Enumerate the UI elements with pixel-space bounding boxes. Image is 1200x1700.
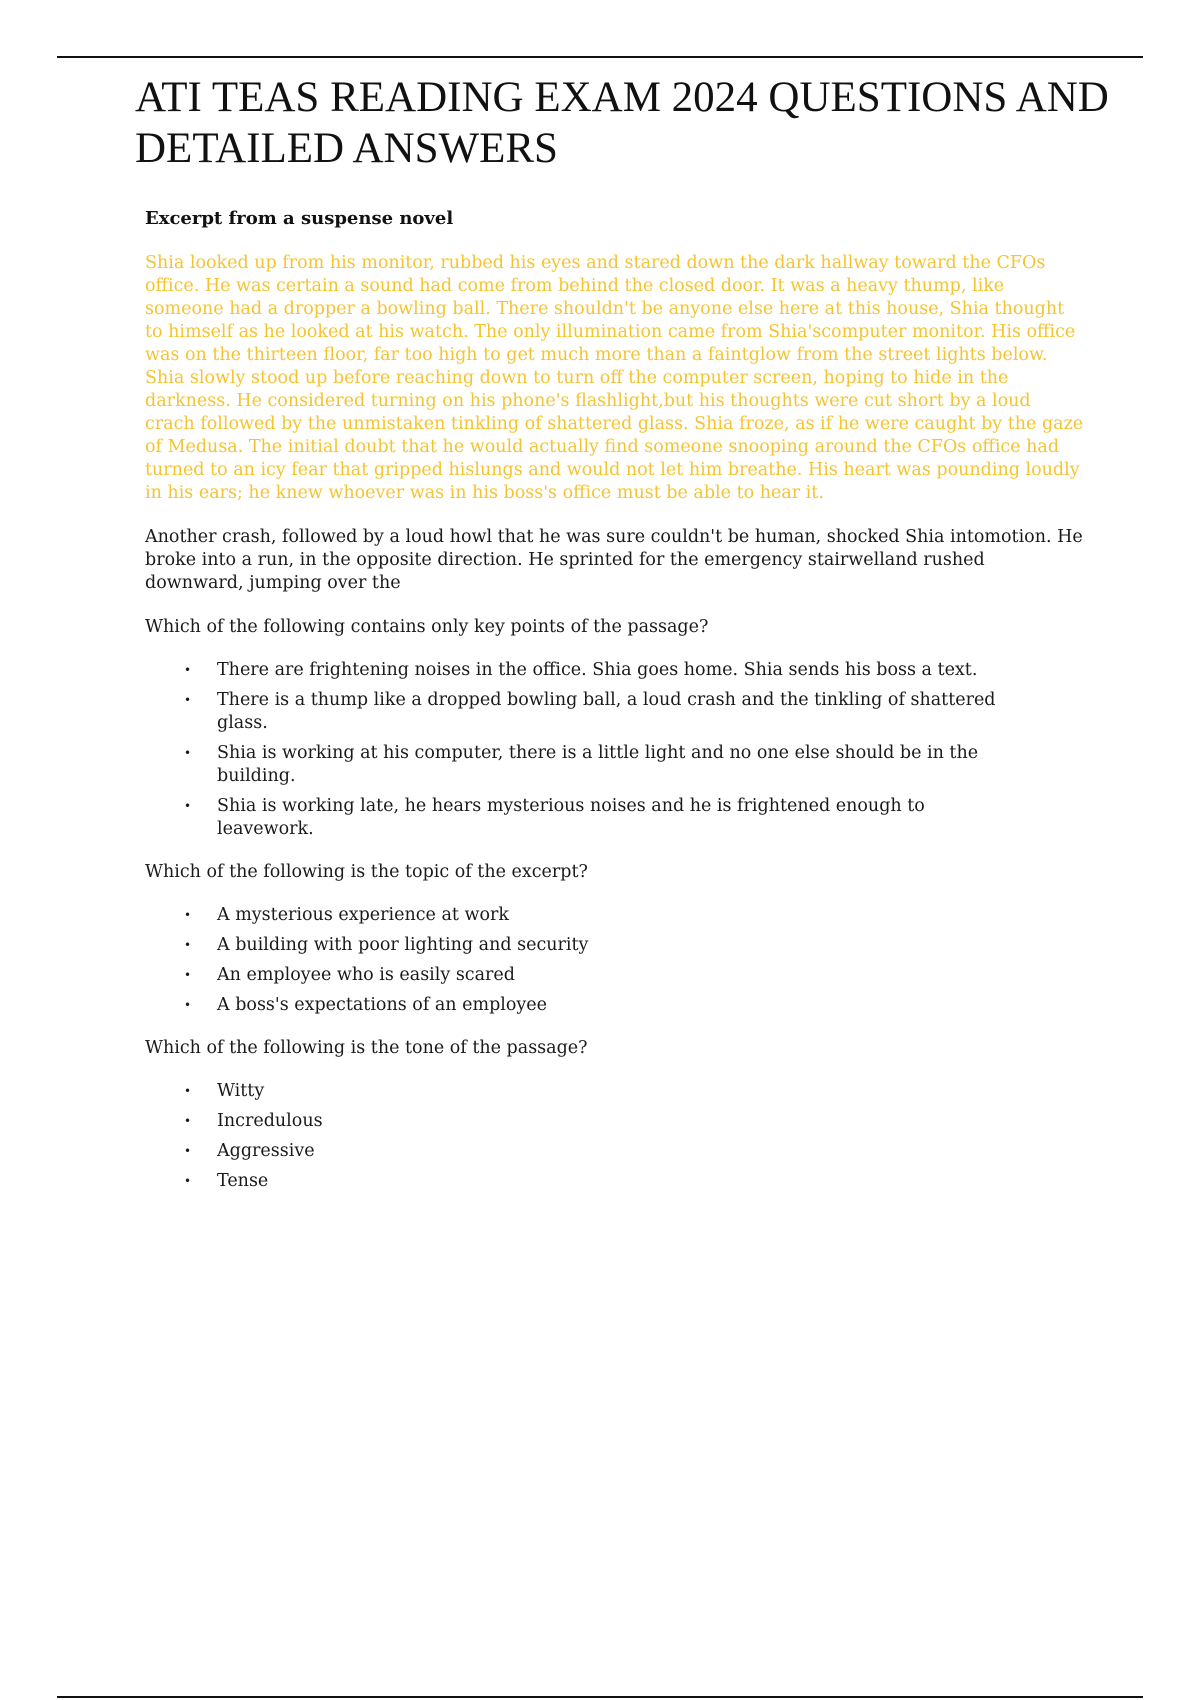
option-text: Shia is working at his computer, there is a little light and no one else should be in the building. xyxy=(217,743,979,786)
option-item xyxy=(184,1080,997,1103)
option-item xyxy=(184,1110,997,1133)
option-text: A mysterious experience at work xyxy=(217,905,509,925)
option-item xyxy=(184,1170,997,1193)
option-text: Aggressive xyxy=(217,1141,315,1161)
option-text: There are frightening noises in the office. Shia goes home. Shia sends his boss a text. xyxy=(217,660,978,680)
option-text: Witty xyxy=(217,1081,265,1101)
option-item xyxy=(184,659,997,682)
option-item xyxy=(184,689,997,735)
bullet-icon: • xyxy=(184,746,192,760)
bullet-icon: • xyxy=(184,998,192,1012)
bottom-rule xyxy=(57,1696,1143,1698)
bullet-icon: • xyxy=(184,938,192,952)
top-rule xyxy=(57,56,1143,58)
option-item xyxy=(184,964,997,987)
option-text: An employee who is easily scared xyxy=(217,965,515,985)
bullet-icon: • xyxy=(184,908,192,922)
option-text: A building with poor lighting and security xyxy=(217,935,589,955)
highlighted-passage: Shia looked up from his monitor, rubbed his eyes and stared down the dark hallway toward the CFOs office. He was certain a sound had come from behind the closed door. It was a heavy thump, like someone had a dropper a bowling ball. There shouldn't be anyone else here at this house, Shia thought to himself as he looked at his watch. The only illumination came from Shia'scomputer monitor. His office was on the thirteen floor, far too high to get much more than a faintglow from the street lights below. Shia slowly stood up before reaching down to turn off the computer screen, hoping to hide in the darkness. He considered turning on his phone's flashlight,but his thoughts were cut short by a loud crach followed by the unmistaken tinkling of shattered glass. Shia froze, as if he were caught by the gaze of Medusa. The initial doubt that he would actually find someone snooping around the CFOs office had turned to an icy fear that gripped hislungs and would not let him breathe. His heart was pounding loudly in his ears; he knew whoever was in his boss's office must be able to hear it. xyxy=(145,253,1084,503)
option-item xyxy=(184,1140,997,1163)
bullet-icon: • xyxy=(184,968,192,982)
option-text: Incredulous xyxy=(217,1111,323,1131)
document-title: ATI TEAS READING EXAM 2024 QUESTIONS AND DETAILED ANSWERS xyxy=(135,74,1109,172)
option-item xyxy=(184,795,997,841)
option-item xyxy=(184,742,997,788)
document-body xyxy=(145,204,1085,1213)
bullet-icon: • xyxy=(184,693,192,707)
options-topic xyxy=(145,904,997,1017)
option-item xyxy=(184,904,997,927)
bullet-icon: • xyxy=(184,1084,192,1098)
bullet-icon: • xyxy=(184,663,192,677)
bullet-icon: • xyxy=(184,1174,192,1188)
bullet-icon: • xyxy=(184,1144,192,1158)
bullet-icon: • xyxy=(184,1114,192,1128)
options-key-points xyxy=(145,659,997,841)
option-text: Tense xyxy=(217,1171,269,1191)
question-topic: Which of the following is the topic of the excerpt? xyxy=(145,862,588,882)
question-tone: Which of the following is the tone of the passage? xyxy=(145,1038,588,1058)
passage-continued: Another crash, followed by a loud howl that he was sure couldn't be human, shocked Shia intomotion. He broke into a run, in the opposite direction. He sprinted for the emergency stairwelland rushed downward, jumping over the xyxy=(145,527,1083,593)
bullet-icon: • xyxy=(184,799,192,813)
options-tone xyxy=(145,1080,997,1193)
excerpt-heading: Excerpt from a suspense novel xyxy=(145,208,454,229)
option-text: A boss's expectations of an employee xyxy=(217,995,548,1015)
option-text: There is a thump like a dropped bowling ball, a loud crash and the tinkling of shattered glass. xyxy=(217,690,996,733)
option-text: Shia is working late, he hears mysterious noises and he is frightened enough to leavework. xyxy=(217,796,925,839)
option-item xyxy=(184,934,997,957)
option-item xyxy=(184,994,997,1017)
question-key-points: Which of the following contains only key points of the passage? xyxy=(145,617,709,637)
